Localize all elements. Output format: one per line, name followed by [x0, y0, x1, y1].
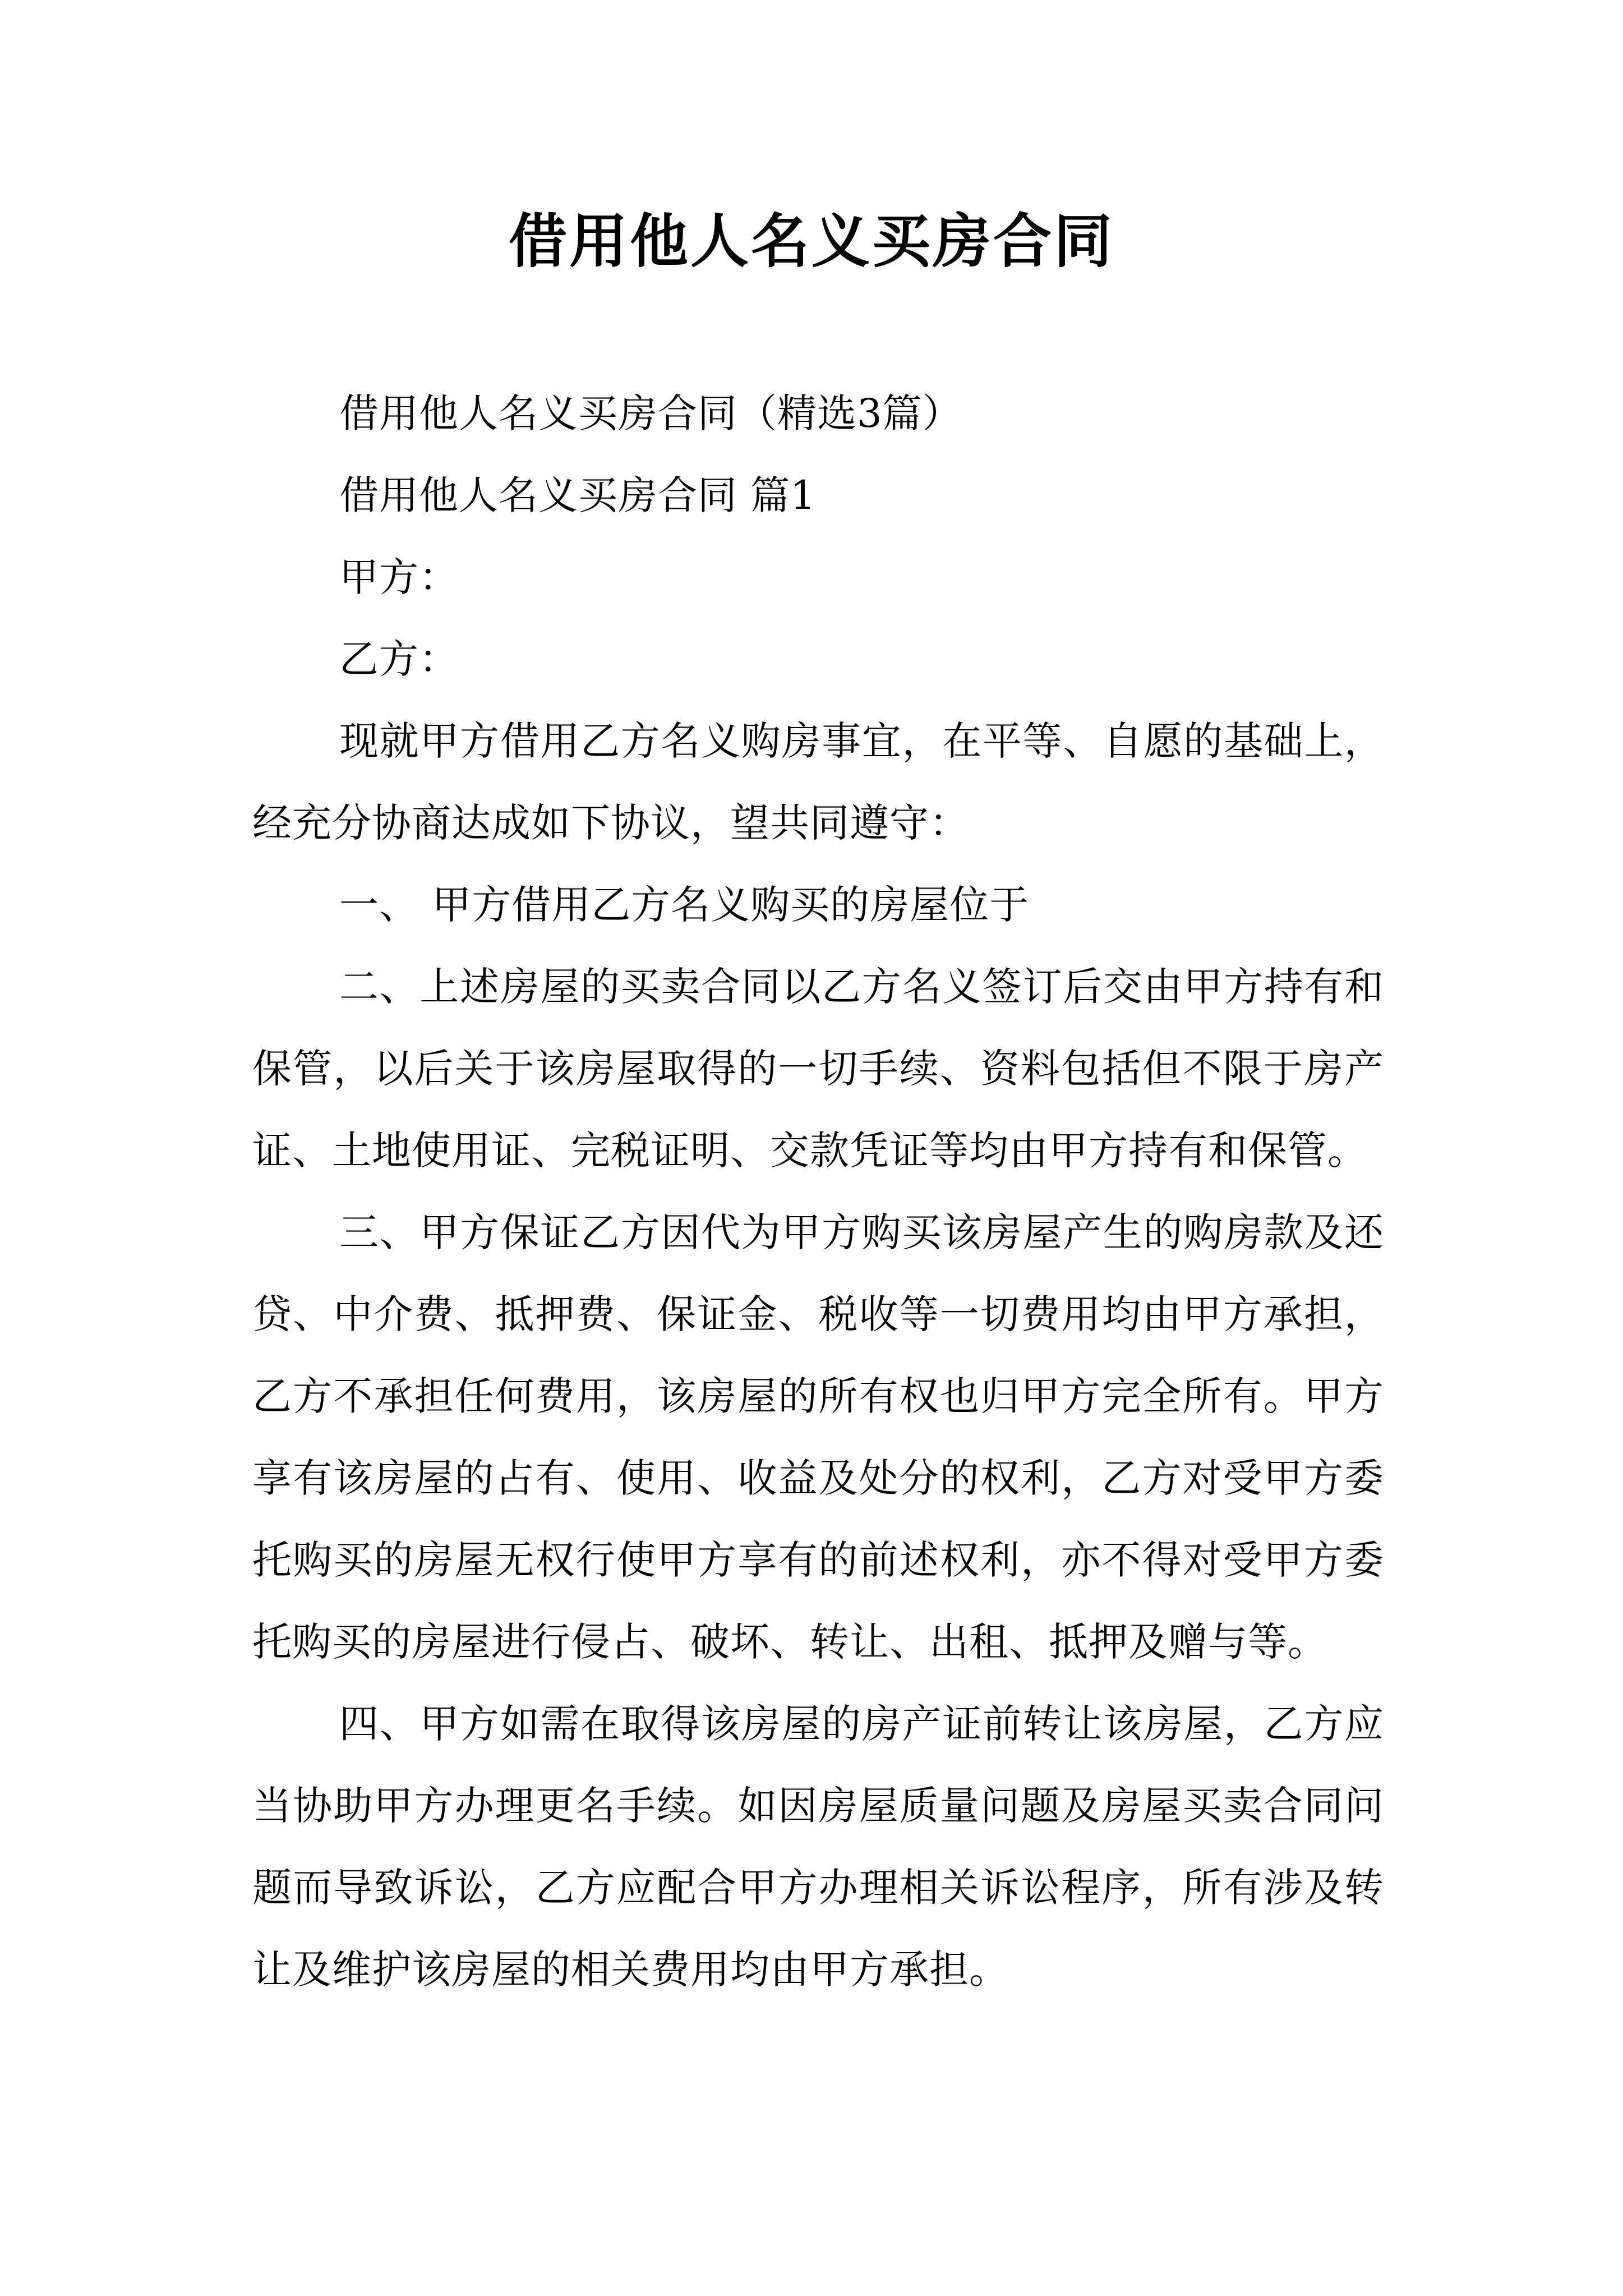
subtitle-paragraph: 借用他人名义买房合同（精选3篇） [339, 390, 962, 436]
party-b-paragraph: 乙方： [339, 636, 459, 682]
clause-1-paragraph: 一、 甲方借用乙方名义购买的房屋位于 [339, 882, 1030, 928]
section-heading-paragraph: 借用他人名义买房合同 篇1 [339, 472, 816, 518]
clause-2-paragraph: 二、上述房屋的买卖合同以乙方名义签订后交由甲方持有和保管，以后关于该房屋取得的一切手续、资料包括但不限于房产证、土地使用证、完税证明、交款凭证等均由甲方持有和保管。 [252, 964, 1384, 1174]
document-title: 借用他人名义买房合同 [508, 207, 1114, 275]
clause-3-paragraph: 三、甲方保证乙方因代为甲方购买该房屋产生的购房款及还贷、中介费、抵押费、保证金、税收等一切费用均由甲方承担，乙方不承担任何费用，该房屋的所有权也归甲方完全所有。甲方享有该房屋的占有、使用、收益及处分的权利，乙方对受甲方委托购买的房屋无权行使甲方享有的前述权利，亦不得对受甲方委托购买的房屋进行侵占、破坏、转让、出租、抵押及赠与等。 [252, 1209, 1384, 1665]
clause-4-paragraph: 四、甲方如需在取得该房屋的房产证前转让该房屋，乙方应当协助甲方办理更名手续。如因房屋质量问题及房屋买卖合同问题而导致诉讼，乙方应配合甲方办理相关诉讼程序，所有涉及转让及维护该房屋的相关费用均由甲方承担。 [252, 1701, 1384, 1993]
party-a-paragraph: 甲方： [339, 554, 459, 600]
preamble-paragraph: 现就甲方借用乙方名义购房事宜，在平等、自愿的基础上，经充分协商达成如下协议，望共同遵守： [252, 718, 1384, 846]
document-body [252, 372, 1384, 2010]
